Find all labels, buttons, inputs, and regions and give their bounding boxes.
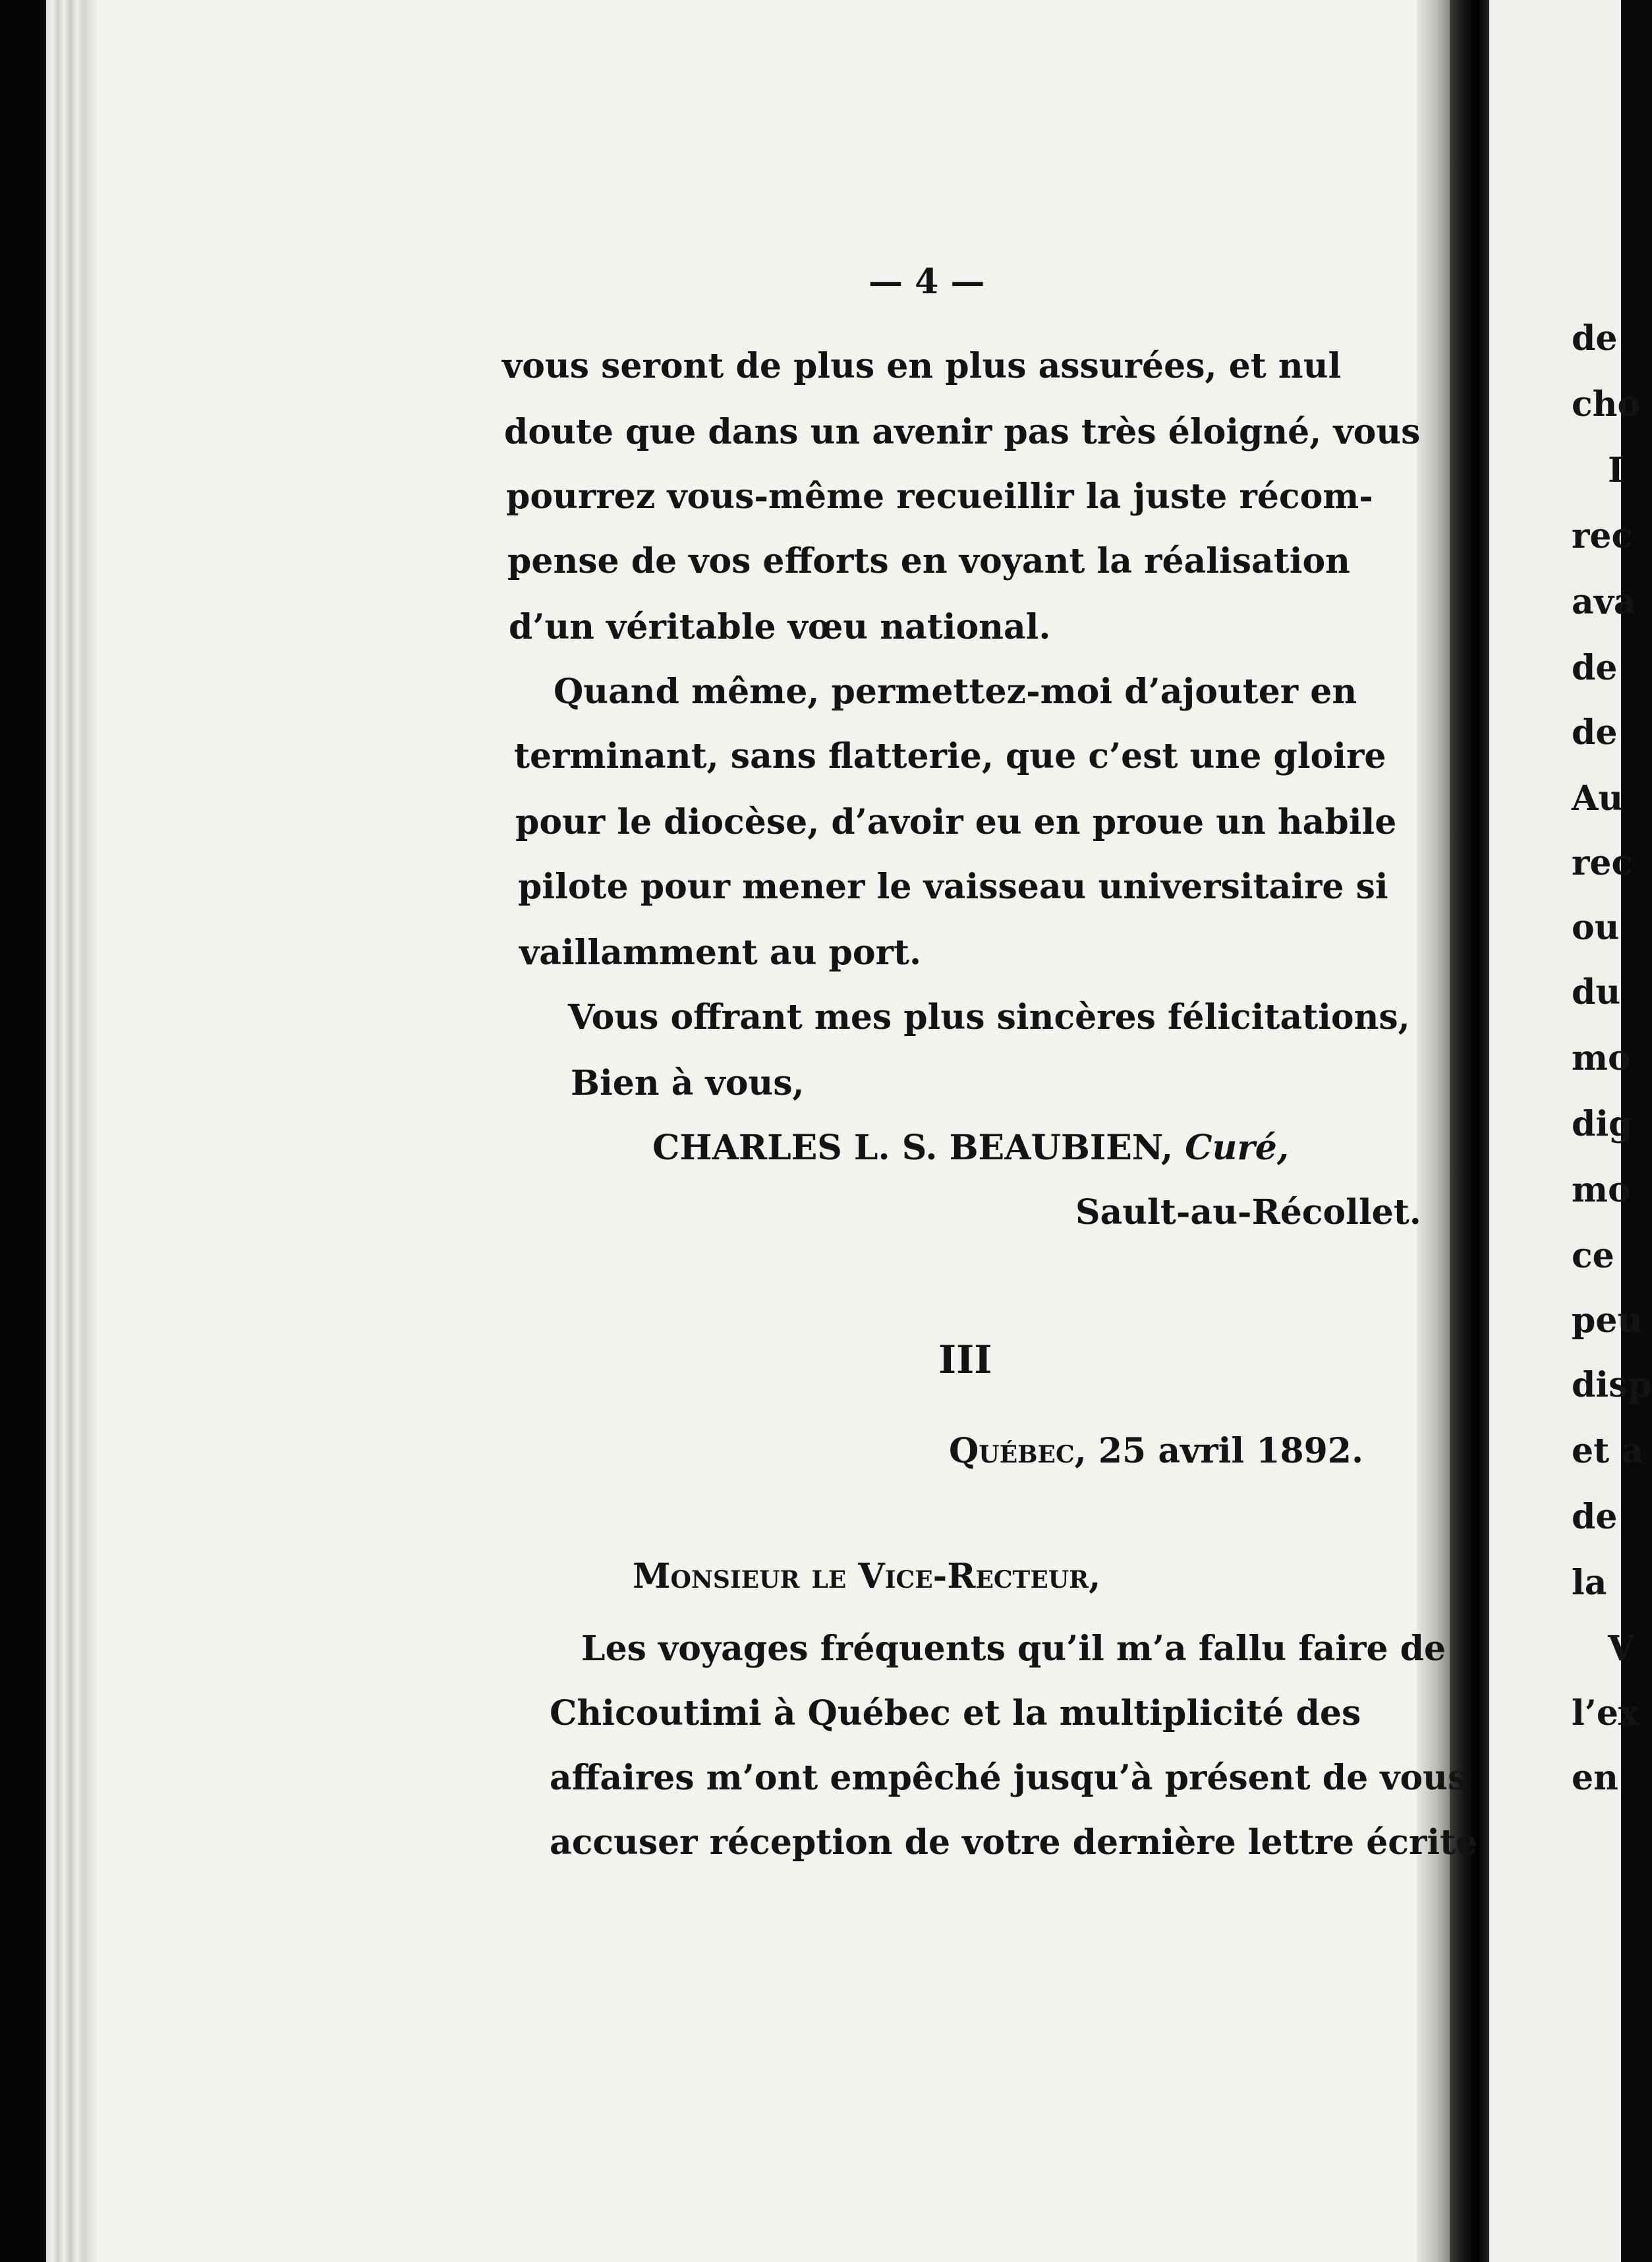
facing-line: peu (1572, 1300, 1643, 1341)
binding-gutter (1450, 0, 1489, 2262)
dateline-date: 25 avril 1892. (1098, 1431, 1364, 1471)
page-number: — 4 — (869, 262, 985, 302)
facing-line: mo (1572, 1038, 1631, 1078)
facing-line: et a (1572, 1431, 1643, 1471)
facing-line: ou (1572, 908, 1620, 948)
scanner-margin (0, 0, 46, 2262)
facing-line: I (1608, 450, 1624, 490)
facing-line: de (1572, 1497, 1618, 1537)
paragraph-2-line-1: Quand même, permettez-moi d’ajouter en (554, 672, 1357, 712)
closing-line-1: Vous offrant mes plus sincères félicitations, (568, 997, 1410, 1037)
paragraph-1-line-3: pourrez vous-même recueillir la juste récom- (506, 477, 1373, 517)
facing-line: dig (1572, 1104, 1633, 1144)
facing-line: rec (1572, 516, 1633, 556)
paragraph-1-line-1 (502, 346, 1364, 386)
facing-line: de (1572, 648, 1618, 688)
facing-line: la (1572, 1563, 1607, 1603)
paragraph-1-line-4: pense de vos efforts en voyant la réalisation (507, 541, 1350, 581)
signatory-name: CHARLES L. S. BEAUBIEN, (652, 1128, 1174, 1168)
paragraph-2-line-2: terminant, sans flatterie, que c’est une gloire (514, 736, 1386, 776)
paragraph-2-line-5: vaillamment au port. (519, 933, 922, 973)
paragraph-3-line-4: accuser réception de votre dernière lettre écrite (550, 1822, 1478, 1863)
salutation: Monsieur le Vice-Recteur, (633, 1556, 1101, 1596)
paragraph-3-line-3: affaires m’ont empêché jusqu’à présent de vous (550, 1758, 1467, 1798)
facing-line: de (1572, 712, 1618, 753)
facing-line: V (1608, 1629, 1635, 1669)
closing-line-2: Bien à vous, (571, 1063, 805, 1103)
section-number: III (938, 1337, 992, 1382)
paragraph-2-line-4: pilote pour mener le vaisseau universitaire si (518, 867, 1388, 907)
facing-line: cho (1572, 384, 1641, 424)
text-line: vous seront de plus en plus assurées, et nul (502, 346, 1342, 386)
facing-line: de (1572, 318, 1618, 359)
paragraph-2-line-3: pour le diocèse, d’avoir eu en proue un habile (515, 802, 1397, 842)
facing-line: du (1572, 972, 1621, 1012)
facing-line: ce (1572, 1236, 1614, 1276)
paragraph-3-line-1: Les voyages fréquents qu’il m’a fallu faire de (581, 1629, 1446, 1669)
facing-line: rec (1572, 843, 1633, 883)
page-shadow (1417, 0, 1450, 2262)
dateline (949, 1431, 1364, 1471)
page-stack-edges (46, 0, 99, 2262)
paragraph-1-line-5: d’un véritable vœu national. (509, 607, 1051, 647)
dateline-place: Québec, (949, 1431, 1087, 1471)
facing-line: en (1572, 1758, 1618, 1798)
facing-line: ava (1572, 582, 1636, 622)
signatory-place: Sault-au-Récollet. (1075, 1192, 1421, 1232)
paragraph-3-line-2: Chicoutimi à Québec et la multiplicité des (550, 1693, 1361, 1733)
facing-line: disp (1572, 1365, 1652, 1405)
signature-line (652, 1128, 1289, 1168)
facing-line: Au (1572, 778, 1624, 819)
paragraph-1-line-2: doute que dans un avenir pas très éloigné, vous (504, 412, 1421, 452)
signatory-title: Curé, (1185, 1128, 1289, 1168)
facing-line: mo (1572, 1170, 1631, 1210)
facing-line: l’ex (1572, 1693, 1639, 1733)
